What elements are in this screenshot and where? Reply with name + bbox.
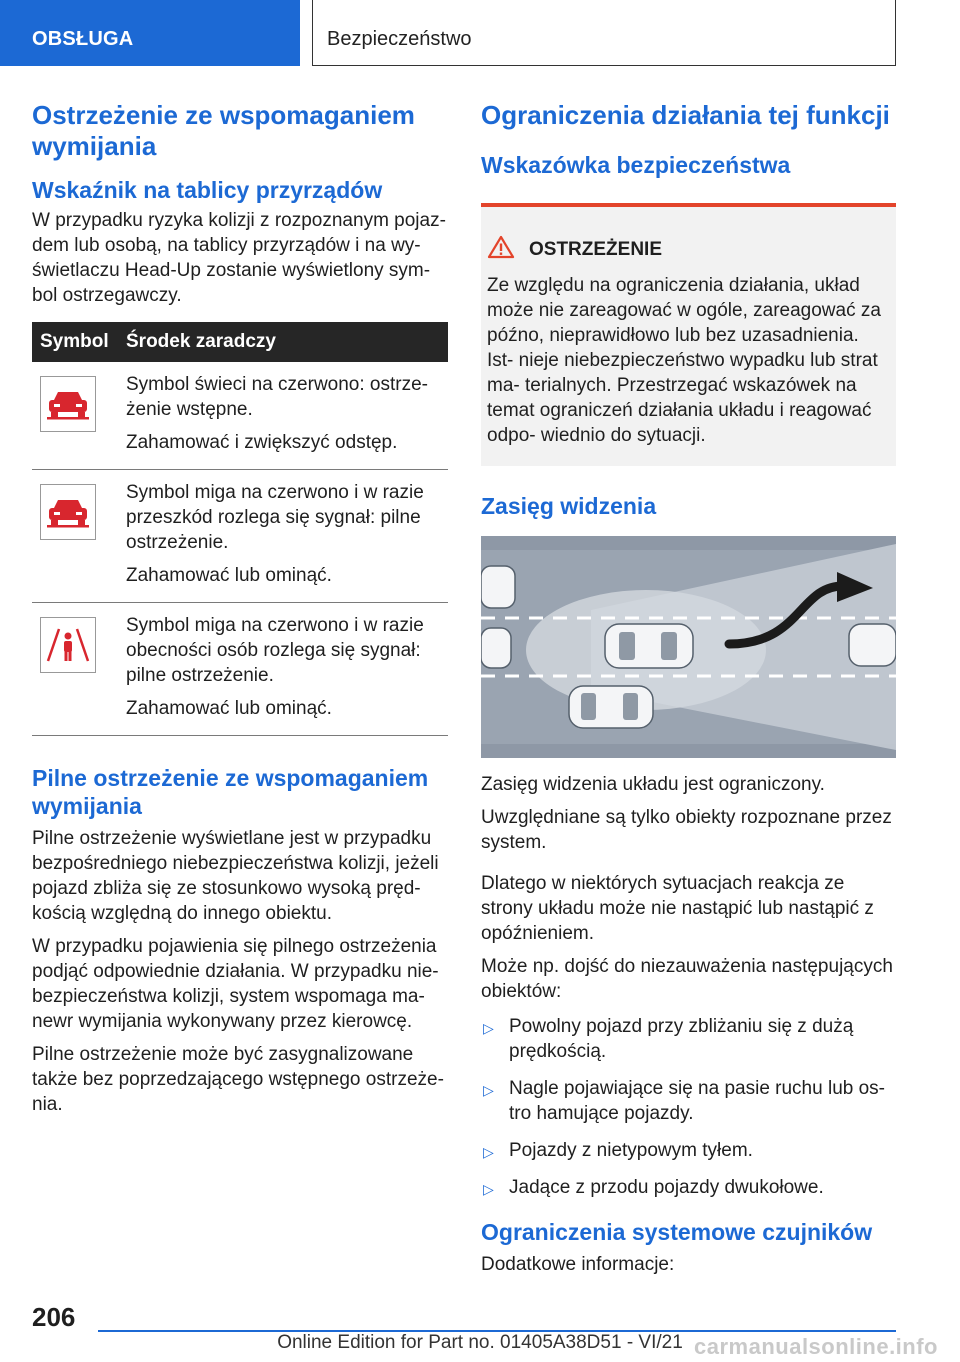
remedy-text: Symbol miga na czerwono i w razie obecności osób rozlega się sygnał: pilne ostrzeżenie. <box>126 615 424 686</box>
heading-indicator: Wskaźnik na tablicy przyrządów <box>32 177 383 203</box>
table-cell-text <box>118 470 448 603</box>
table-row <box>32 362 448 470</box>
remedy-text: Symbol miga na czerwono i w razie przeszkód rozlega się sygnał: pilne ostrzeżenie. <box>126 482 424 553</box>
list-item <box>481 1175 896 1200</box>
range-paragraph-2: Uwzględniane są tylko obiekty rozpoznane przez system. <box>481 807 892 853</box>
range-paragraph-4: Może np. dojść do niezauważenia następujących obiektów: <box>481 956 893 1002</box>
urgent-paragraph-2: W przypadku pojawienia się pilnego ostrzeżenia podjąć odpowiednie działania. W przypadku nie- bezpieczeństwa kolizji, system wspomaga ma- newr wymijania wykonywany przez kierowcę. <box>32 936 439 1032</box>
heading-limitations: Ograniczenia działania tej funkcji <box>481 100 890 130</box>
left-column <box>32 100 448 1117</box>
heading-sensor-limits: Ograniczenia systemowe czujników <box>481 1219 873 1245</box>
car-flashing-icon <box>40 484 96 540</box>
list-item <box>481 1014 896 1064</box>
warning-title <box>487 235 888 265</box>
warning-text: Ze względu na ograniczenia działania, układ może nie zareagować w ogóle, zareagować za późno, nieprawidłowo lub bez uzasadnienia. Ist- nieje niebezpieczeństwo wypadku lub strat ma- terialnych. Przestrzegać wskazówek na temat ograniczeń działania układu i reagować odpo- wiednio do sytuacji. <box>487 275 881 446</box>
table-header-remedy: Środek zaradczy <box>118 322 448 362</box>
warning-title-text: OSTRZEŻENIE <box>529 239 663 260</box>
heading-safety-note: Wskazówka bezpieczeństwa <box>481 152 791 178</box>
table-cell-text <box>118 603 448 736</box>
table-cell-text <box>118 362 448 470</box>
right-column <box>481 100 896 1277</box>
car-warning-icon <box>40 376 96 432</box>
chapter-title: Bezpieczeństwo <box>312 0 896 66</box>
section-tab: OBSŁUGA <box>0 0 300 66</box>
pedestrian-warning-icon <box>40 617 96 673</box>
heading-urgent-warning: Pilne ostrzeżenie ze wspomaganiem wymijania <box>32 765 429 819</box>
bullet-triangle-icon: ▷ <box>483 1181 494 1197</box>
intro-paragraph: W przypadku ryzyka kolizji z rozpoznanym pojaz- dem lub osobą, na tablicy przyrządów i na wy- świetlaczu Head-Up zostanie wyświetlony sym- bol ostrzegawczy. <box>32 210 446 306</box>
remedy-action: Zahamować i zwiększyć odstęp. <box>126 432 398 453</box>
sensor-paragraph: Dodatkowe informacje: <box>481 1254 675 1275</box>
urgent-paragraph-1: Pilne ostrzeżenie wyświetlane jest w przypadku bezpośredniego niebezpieczeństwa kolizji, jeżeli pojazd zbliża się ze stosunkowo wysoką pręd- kością względną do innego obiektu. <box>32 828 439 924</box>
table-header-symbol: Symbol <box>32 322 118 362</box>
table-row <box>32 603 448 736</box>
warning-box <box>481 203 896 466</box>
page-number: 206 <box>32 1302 76 1332</box>
heading-evasion-warning: Ostrzeżenie ze wspomaganiem wymijania <box>32 100 415 161</box>
remedy-action: Zahamować lub ominąć. <box>126 565 332 586</box>
range-paragraph-3: Dlatego w niektórych sytuacjach reakcja ze strony układu może nie nastąpić lub nastąpić z opóźnieniem. <box>481 873 874 944</box>
detection-range-illustration <box>481 536 896 758</box>
table-header-row <box>32 322 448 362</box>
list-item <box>481 1076 896 1126</box>
edition-text: Online Edition for Part no. 01405A38D51 - VI/21 <box>277 1332 683 1353</box>
bullet-triangle-icon: ▷ <box>483 1144 494 1160</box>
list-item-text: Powolny pojazd przy zbliżaniu się z dużą prędkością. <box>509 1016 854 1062</box>
list-item-text: Jadące z przodu pojazdy dwukołowe. <box>509 1177 824 1198</box>
bullet-triangle-icon: ▷ <box>483 1082 494 1098</box>
heading-range: Zasięg widzenia <box>481 493 657 519</box>
undetected-objects-list <box>481 1014 896 1200</box>
list-item-text: Pojazdy z nietypowym tyłem. <box>509 1140 753 1161</box>
table-cell-icon <box>32 470 118 603</box>
table-row <box>32 470 448 603</box>
table-cell-icon <box>32 603 118 736</box>
remedy-action: Zahamować lub ominąć. <box>126 698 332 719</box>
list-item-text: Nagle pojawiające się na pasie ruchu lub os- tro hamujące pojazdy. <box>509 1078 886 1124</box>
urgent-paragraph-3: Pilne ostrzeżenie może być zasygnalizowane także bez poprzedzającego wstępnego ostrzeże- nia. <box>32 1044 444 1115</box>
symbol-table <box>32 322 448 736</box>
remedy-text: Symbol świeci na czerwono: ostrze- żenie wstępne. <box>126 374 428 420</box>
bullet-triangle-icon: ▷ <box>483 1020 494 1036</box>
list-item <box>481 1138 896 1163</box>
range-paragraph-1: Zasięg widzenia układu jest ograniczony. <box>481 774 825 795</box>
warning-triangle-icon <box>487 235 515 265</box>
table-cell-icon <box>32 362 118 470</box>
watermark: carmanualsonline.info <box>694 1334 938 1359</box>
